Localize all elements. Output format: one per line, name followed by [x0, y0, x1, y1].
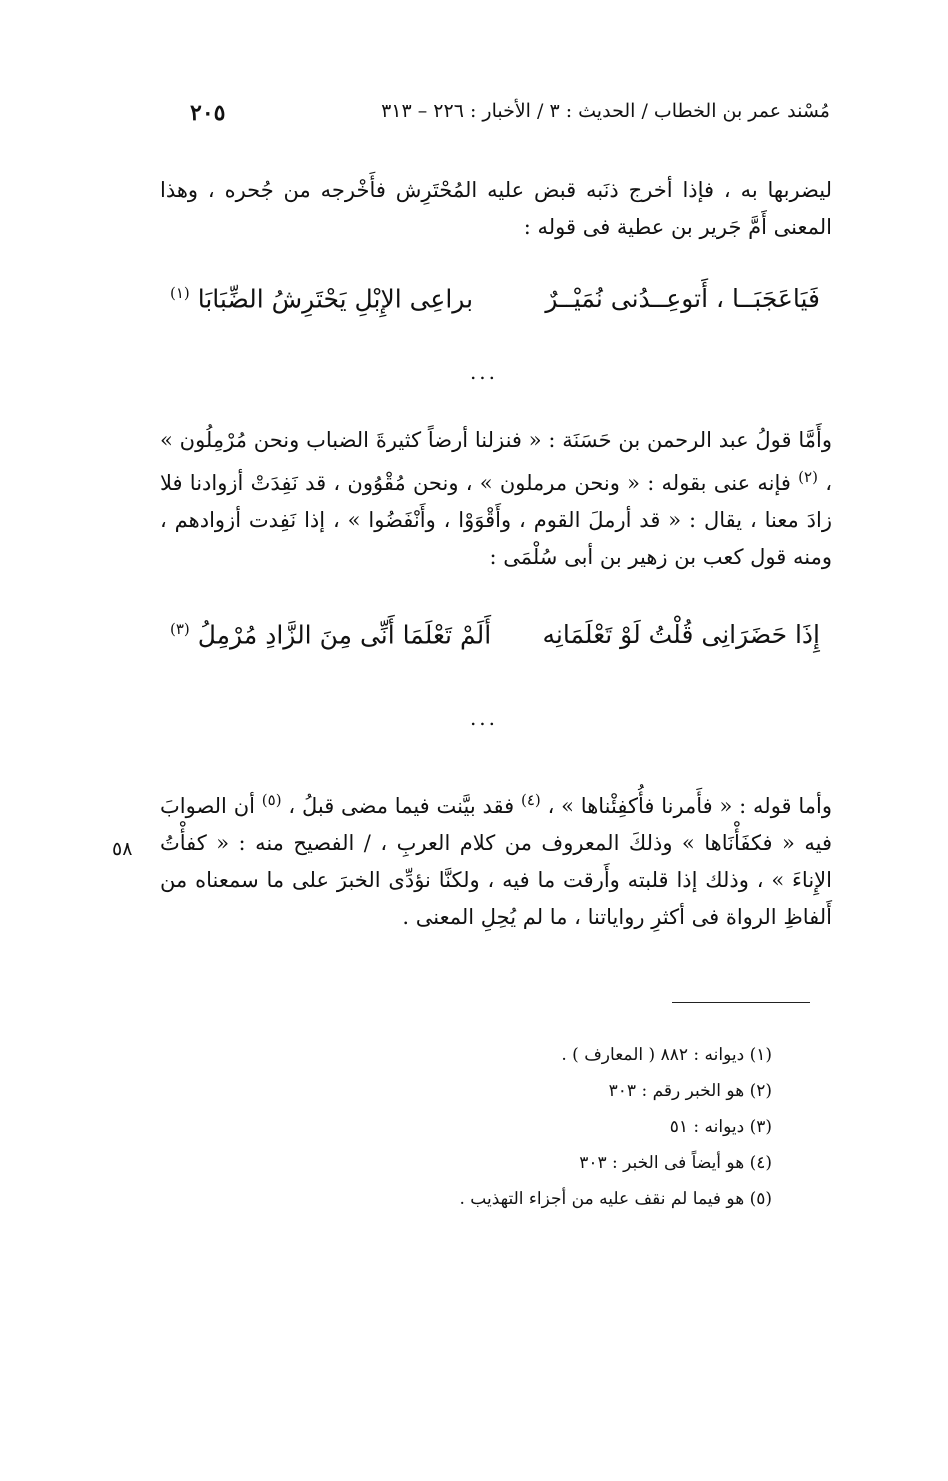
paragraph-3: [160, 782, 832, 936]
running-title: مُسْند عمر بن الخطاب / الحديث : ٣ / الأخبار : ٢٢٦ – ٣١٣: [381, 100, 830, 122]
verse-2-first-hemistich: إِذَا حَضَرَانِى قُلْتُ لَوْ تَعْلَمَانِه: [542, 620, 820, 649]
section-separator-1: ...: [469, 360, 499, 384]
paragraph-1-text: ليضربها به ، فإذا أخرج ذنَبه قبض عليه المُحْتَرِش فأَخْرجه من جُحره ، وهذا المعنى أَمَّ جَرير بن عطية فى قوله :: [160, 178, 832, 239]
margin-page-marker: ٥٨: [112, 838, 133, 860]
footnote-divider: [672, 1002, 810, 1003]
paragraph-2-part-2: فإنه عنى بقوله : « ونحن مرملون » ، ونحن مُقْوُون ، قد نَفِدَتْ أزوادنا فلا زادَ معنا ، يقال : « قد أرملَ القوم ، وأَقْوَوْا ، وأَنْفَضُوا » ، إذا نَفِدت أزوادهم ، ومنه قول كعب بن زهير بن أبى سُلْمَى :: [160, 471, 832, 569]
footnote-4: (٤) هو أيضاً فى الخبر : ٣٠٣: [579, 1153, 772, 1173]
footnote-2: (٢) هو الخبر رقم : ٣٠٣: [608, 1081, 772, 1101]
verse-1-second-text: براعِى الإِبْلِ يَحْتَرِشُ الضِّبَابَا: [197, 284, 474, 314]
paragraph-1: [160, 172, 832, 246]
verse-2: [170, 620, 820, 660]
footnote-5: (٥) هو فيما لم نقف عليه من أجزاء التهذيب .: [459, 1189, 772, 1209]
footnote-ref-1: (١): [170, 284, 190, 302]
footnote-ref-4: (٤): [520, 791, 541, 809]
verse-2-second-hemistich: [170, 620, 491, 649]
paragraph-3-part-2: فقد بيَّنت فيما مضى قبلُ ،: [288, 794, 515, 818]
paragraph-2-part-1: وأَمَّا قولُ عبد الرحمن بن حَسَنَة : « فنزلنا أرضاً كثيرةَ الضباب ونحن مُرْمِلُون » ،: [160, 428, 832, 495]
footnote-1: (١) ديوانه : ٨٨٢ ( المعارف ) .: [561, 1045, 772, 1065]
section-separator-2: ...: [469, 706, 499, 730]
paragraph-3-text: [160, 782, 832, 936]
footnote-ref-5: (٥): [261, 791, 282, 809]
verse-1-second-hemistich: [170, 284, 473, 313]
verse-1: [170, 284, 820, 324]
footnote-ref-3: (٣): [170, 620, 190, 638]
footnote-3: (٣) ديوانه : ٥١: [669, 1117, 772, 1137]
footnotes: [380, 1040, 772, 1220]
page-header: [190, 100, 830, 130]
footnote-ref-2: (٢): [798, 468, 818, 486]
paragraph-3-part-1: وأما قوله : « فأَمرنا فأُكفِئْناها » ،: [547, 794, 833, 818]
page-number: ٢٠٥: [190, 100, 226, 126]
paragraph-3-part-3: أن الصوابَ فيه « فكفَأْنَاها » وذلكَ المعروف من كلام العربِ ، / الفصيح منه : « كفأْتُ الإِناءَ » ، وذلك إذا قلبته وأَرقت ما فيه ، ولكنَّا نؤدِّى الخبرَ على ما سمعناه من أَلفاظِ الرواة فى أكثرِ رواياتنا ، ما لم يُحِلِ المعنى .: [160, 794, 832, 929]
paragraph-2: [160, 422, 832, 576]
verse-1-first-hemistich: فَيَاعَجَبَــا ، أَتوعِــدُنى نُمَيْــرٌ: [545, 284, 820, 313]
paragraph-2-text: [160, 422, 832, 576]
verse-2-second-text: أَلَمْ تَعْلَمَا أَنِّى مِنَ الزَّادِ مُرْمِلُ: [197, 620, 492, 650]
